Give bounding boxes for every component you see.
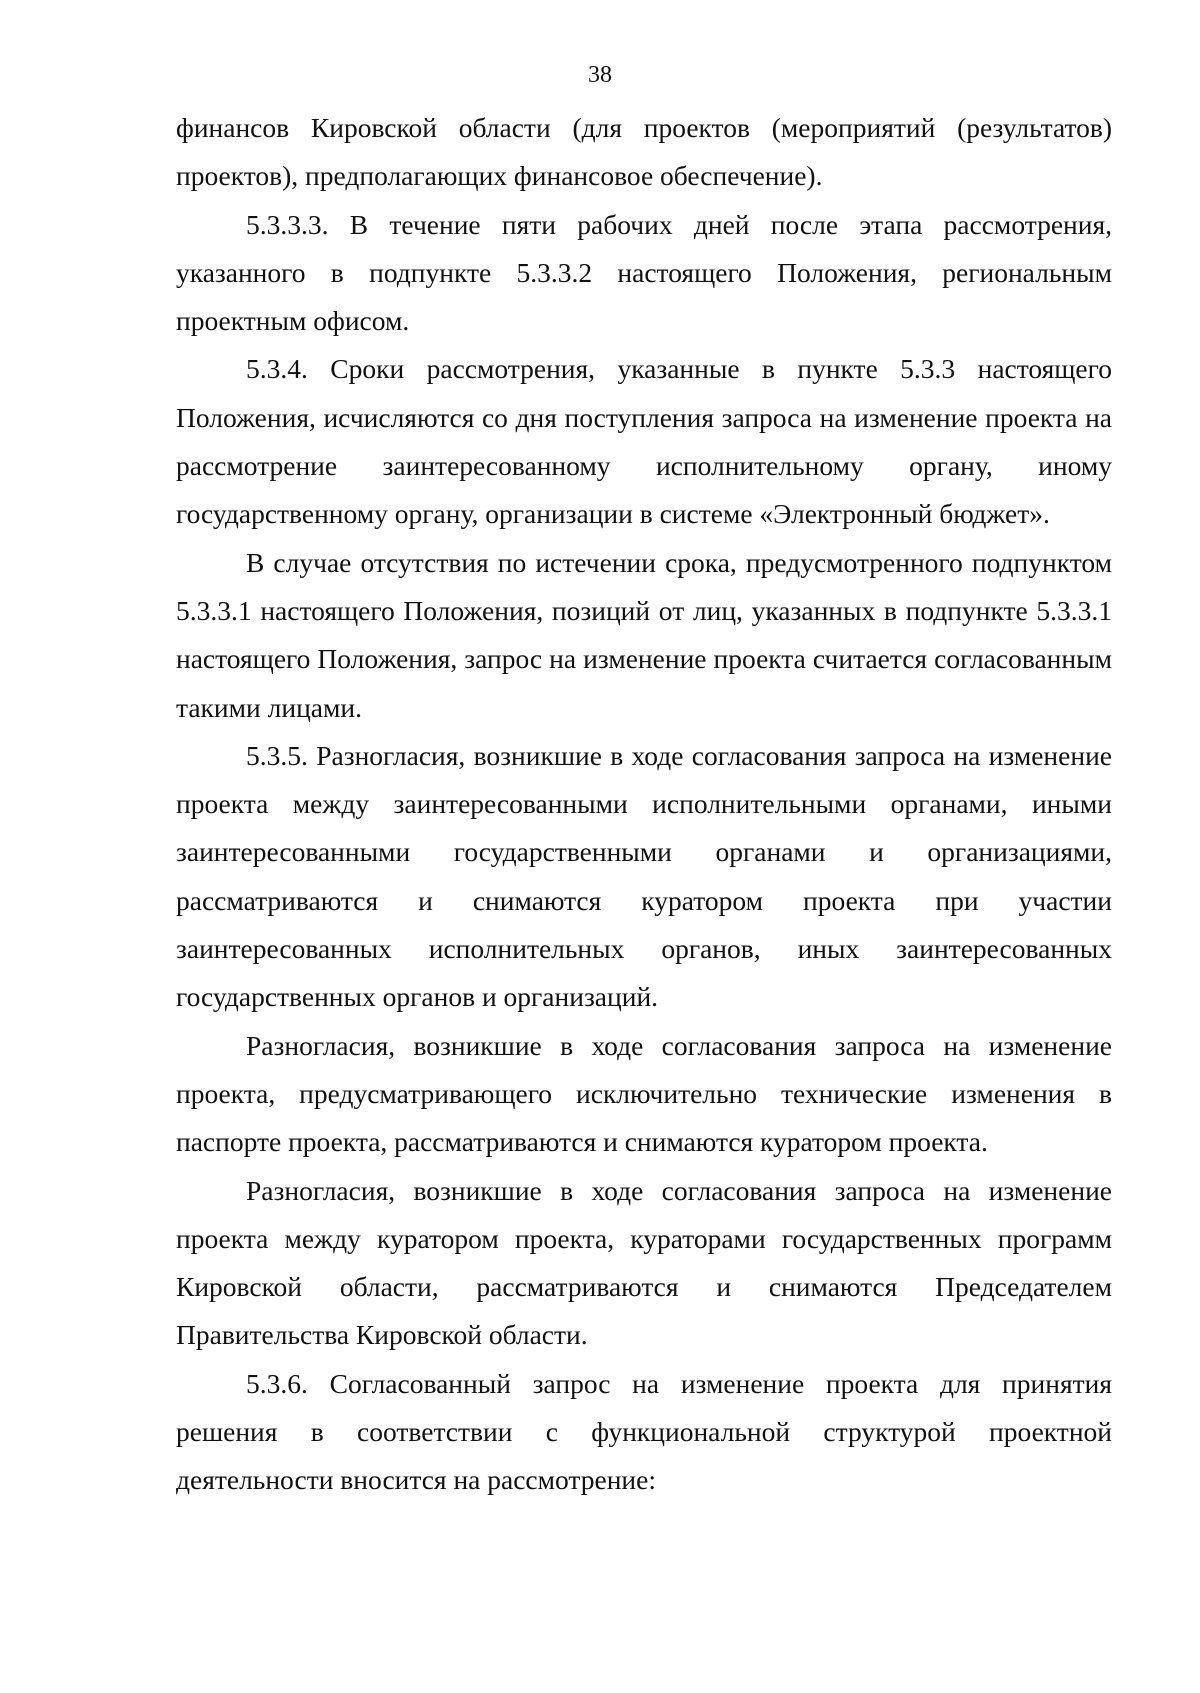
paragraph-5-3-3-3: 5.3.3.3. В течение пяти рабочих дней после этапа рассмотрения, указанного в подпункте 5.3.3.2 настоящего Положения, региональным проектным офисом. (176, 208, 1112, 337)
document-body (176, 104, 1112, 1505)
paragraph-curators-disagreements: Разногласия, возникшие в ходе согласования запроса на изменение проекта между куратором проекта, кураторами государственных программ Кировской области, рассматриваются и снимаются Председателем Правительства Кировской области. (176, 1174, 1112, 1351)
page-number: 38 (588, 62, 612, 88)
paragraph-absence-of-positions: В случае отсутствия по истечении срока, предусмотренного подпунктом 5.3.3.1 настоящего Положения, позиций от лиц, указанных в подпункте 5.3.3.1 настоящего Положения, запрос на изменение проекта считается согласованным такими лицами. (176, 546, 1112, 723)
paragraph-5-3-4: 5.3.4. Сроки рассмотрения, указанные в пункте 5.3.3 настоящего Положения, исчисляются со дня поступления запроса на изменение проекта на рассмотрение заинтересованному исполнительному органу, иному государственному органу, организации в системе «Электронный бюджет». (176, 353, 1112, 530)
paragraph-continuation: финансов Кировской области (для проектов (мероприятий (результатов) проектов), предполагающих финансовое обеспечение). (176, 112, 1112, 192)
paragraph-technical-changes: Разногласия, возникшие в ходе согласования запроса на изменение проекта, предусматривающего исключительно технические изменения в паспорте проекта, рассматриваются и снимаются куратором проекта. (176, 1029, 1112, 1158)
paragraph-5-3-5: 5.3.5. Разногласия, возникшие в ходе согласования запроса на изменение проекта между заинтересованными исполнительными органами, иными заинтересованными государственными органами и организациями, рассматриваются и снимаются куратором проекта при участии заинтересованных исполнительных органов, иных заинтересованных государственных органов и организаций. (176, 739, 1112, 1013)
paragraph-5-3-6: 5.3.6. Согласованный запрос на изменение проекта для принятия решения в соответствии с функциональной структурой проектной деятельности вносится на рассмотрение: (176, 1367, 1112, 1496)
